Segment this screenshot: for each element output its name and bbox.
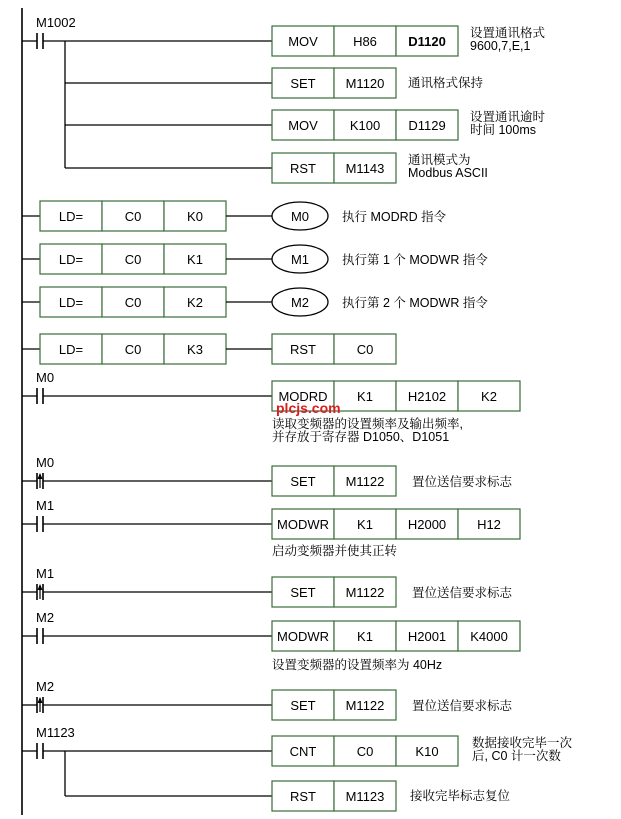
instruction-operand: LD=: [58, 295, 84, 310]
instruction-operand: D1129: [408, 118, 446, 133]
contact-label: M1002: [36, 15, 76, 30]
rung-comment: 设置变频器的设置频率为 40Hz: [272, 658, 443, 672]
instruction-operand: K2: [187, 295, 203, 310]
instruction-operand: M1122: [345, 474, 385, 489]
instruction-operand: K2: [481, 389, 497, 404]
rung-comment: 置位送信要求标志: [412, 475, 513, 489]
rung-comment: 执行第 1 个 MODWR 指令: [342, 253, 488, 267]
rung-comment: 通讯格式保持: [408, 76, 484, 90]
rising-edge-arrow: [38, 697, 43, 703]
rung-comment: 9600,7,E,1: [470, 39, 531, 53]
instruction-operand: MODRD: [278, 389, 328, 404]
rung-comment: 接收完毕标志复位: [410, 789, 511, 803]
rising-edge-arrow: [38, 473, 43, 479]
instruction-operand: C0: [124, 295, 142, 310]
rung-comment: 置位送信要求标志: [412, 586, 513, 600]
instruction-operand: MODWR: [277, 517, 329, 532]
rung-comment: 设置通讯逾时: [470, 110, 546, 124]
instruction-operand: D1120: [408, 34, 446, 49]
instruction-operand: RST: [290, 342, 316, 357]
contact-label: M0: [36, 370, 55, 385]
instruction-operand: MOV: [288, 34, 318, 49]
instruction-operand: H2102: [407, 389, 447, 404]
instruction-operand: MOV: [288, 118, 318, 133]
rung-comment: 时间 100ms: [470, 123, 536, 137]
instruction-operand: MODWR: [277, 629, 329, 644]
instruction-operand: K10: [415, 744, 439, 759]
rung-comment: 数据接收完毕一次: [472, 736, 573, 750]
instruction-operand: H12: [477, 517, 501, 532]
instruction-operand: C0: [356, 342, 374, 357]
coil-label: M1: [290, 252, 310, 267]
instruction-operand: K1: [187, 252, 203, 267]
coil-label: M0: [290, 209, 310, 224]
contact-label: M1: [36, 498, 55, 513]
contact-label: M0: [36, 455, 55, 470]
instruction-operand: K0: [187, 209, 203, 224]
contact-label: M1123: [36, 725, 75, 740]
instruction-operand: SET: [290, 698, 316, 713]
instruction-operand: H2000: [407, 517, 447, 532]
instruction-operand: LD=: [58, 209, 84, 224]
instruction-operand: K3: [187, 342, 203, 357]
instruction-operand: C0: [124, 252, 142, 267]
instruction-operand: RST: [290, 161, 316, 176]
instruction-operand: SET: [290, 474, 316, 489]
rung-comment: Modbus ASCII: [408, 166, 488, 180]
instruction-operand: M1123: [345, 789, 385, 804]
rung-comment: 启动变频器并使其正转: [272, 544, 398, 558]
instruction-operand: K1: [357, 389, 373, 404]
instruction-operand: K1: [357, 629, 373, 644]
instruction-operand: SET: [290, 585, 316, 600]
instruction-operand: M1120: [345, 76, 385, 91]
instruction-operand: SET: [290, 76, 316, 91]
watermark-text: plcjs.com: [276, 400, 341, 416]
rung-comment: 执行第 2 个 MODWR 指令: [342, 296, 488, 310]
instruction-operand: LD=: [58, 252, 84, 267]
rung-comment: 置位送信要求标志: [412, 699, 513, 713]
instruction-operand: H86: [353, 34, 377, 49]
instruction-operand: M1143: [345, 161, 385, 176]
instruction-operand: K1: [357, 517, 373, 532]
instruction-operand: C0: [124, 209, 142, 224]
instruction-operand: RST: [290, 789, 316, 804]
instruction-operand: K100: [349, 118, 381, 133]
rung-comment: 并存放于寄存器 D1050、D1051: [272, 430, 450, 444]
rung-comment: 设置通讯格式: [470, 26, 546, 40]
rung-comment: 后, C0 计一次数: [472, 749, 561, 763]
instruction-operand: H2001: [407, 629, 447, 644]
contact-label: M1: [36, 566, 55, 581]
rung-comment: 通讯模式为: [408, 153, 471, 167]
contact-label: M2: [36, 679, 55, 694]
instruction-operand: M1122: [345, 585, 385, 600]
rung-comment: 执行 MODRD 指令: [342, 210, 447, 224]
instruction-operand: C0: [124, 342, 142, 357]
rung-comment: 读取变频器的设置频率及输出频率,: [272, 417, 463, 431]
instruction-operand: M1122: [345, 698, 385, 713]
coil-label: M2: [290, 295, 310, 310]
instruction-operand: LD=: [58, 342, 84, 357]
instruction-operand: C0: [356, 744, 374, 759]
instruction-operand: CNT: [289, 744, 317, 759]
contact-label: M2: [36, 610, 55, 625]
rising-edge-arrow: [38, 584, 43, 590]
instruction-operand: K4000: [470, 629, 508, 644]
